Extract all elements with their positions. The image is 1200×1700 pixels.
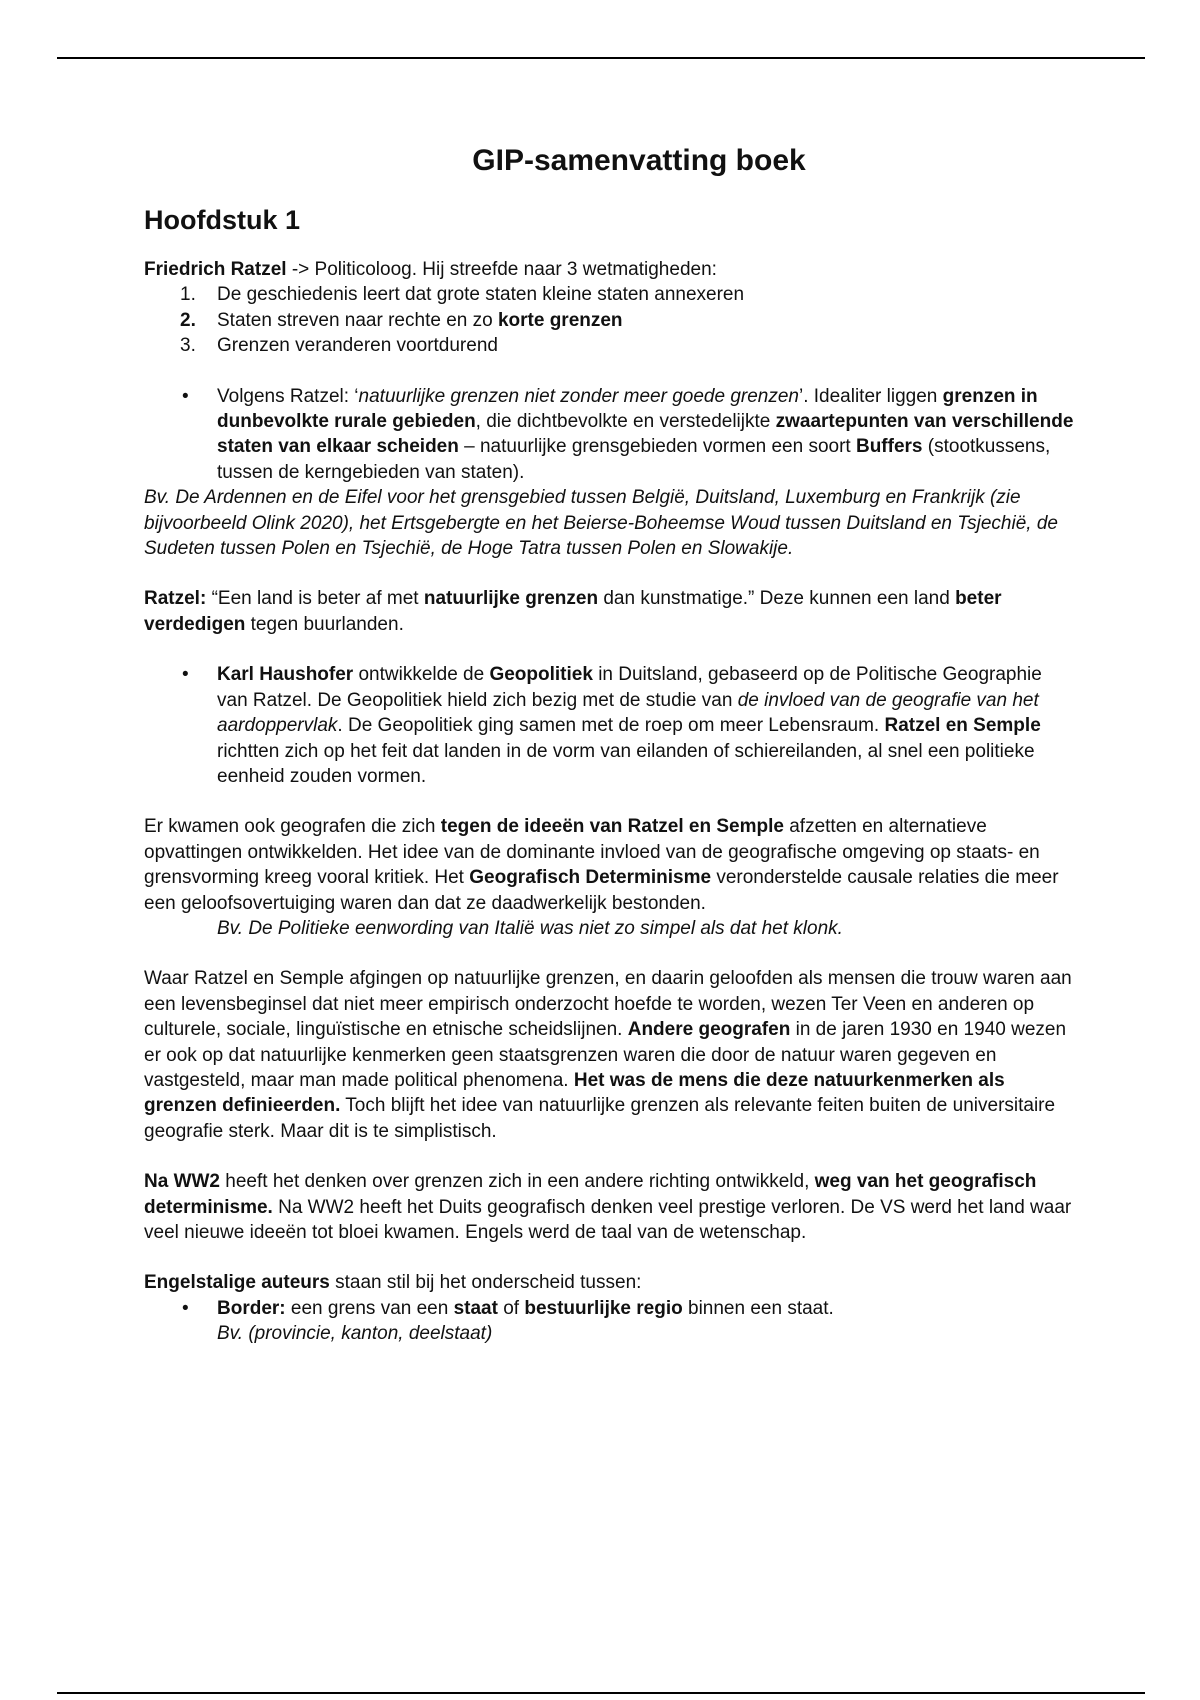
- bullet-icon: •: [182, 385, 189, 407]
- list-item: • Volgens Ratzel: ‘natuurlijke grenzen niet zonder meer goede grenzen’. Idealiter liggen grenzen in dunbevolkte rurale gebieden, die dichtbevolkte en verstedelijkte zwaartepunten van verschillende staten van elkaar scheiden – natuurlijke grensgebieden vormen een soort Buffers (stootkussens, tussen de kerngebieden van staten).: [182, 385, 1074, 483]
- ratzel-laws-list: [144, 282, 1074, 358]
- english-authors-paragraph: Engelstalige auteurs staan stil bij het onderscheid tussen:: [144, 1272, 642, 1294]
- example-text: Bv. (provincie, kanton, deelstaat): [217, 1323, 493, 1345]
- example-text: Bv. De Ardennen en de Eifel voor het grensgebied tussen België, Duitsland, Luxemburg en Frankrijk (zie bijvoorbeeld Olink 2020), het Ertsgebergte en het Beierse-Boheemse Woud tussen Duitsland en Tsjechië, de Sudeten tussen Polen en Tsjechië, de Hoge Tatra tussen Polen en Slowakije.: [144, 487, 1058, 560]
- ratzel-quote: Ratzel: “Een land is beter af met natuurlijke grenzen dan kunstmatige.” Deze kunnen een land beter verdedigen tegen buurlanden.: [144, 588, 1002, 635]
- geopolitics-bullet: [144, 662, 1074, 789]
- header-rule: [57, 57, 1145, 59]
- list-item: • Karl Haushofer ontwikkelde de Geopolitiek in Duitsland, gebaseerd op de Politische Geographie van Ratzel. De Geopolitiek hield zich bezig met de studie van de invloed van de geografie van het aardoppervlak. De Geopolitiek ging samen met de roep om meer Lebensraum. Ratzel en Semple richtten zich op het feit dat landen in de vorm van eilanden of schiereilanden, al snel een politieke eenheid zouden vormen.: [182, 664, 1042, 787]
- list-item: 3. Grenzen veranderen voortdurend: [180, 335, 498, 357]
- natural-borders-paragraph: Waar Ratzel en Semple afgingen op natuurlijke grenzen, en daarin geloofden als mensen die trouw waren aan een levensbeginsel dat niet meer empirisch onderzocht hoefde te worden, wezen Ter Veen en anderen op culturele, sociale, linguïstische en etnische scheidslijnen. Andere geografen in de jaren 1930 en 1940 wezen er ook op dat natuurlijke kenmerken geen staatsgrenzen waren die door de natuur waren gegeven en vastgesteld, maar man made political phenomena. Het was de mens die deze natuurkenmerken als grenzen definieerden. Toch blijft het idee van natuurlijke grenzen als relevante feiten buiten de universitaire geografie sterk. Maar dit is te simplistisch.: [144, 968, 1072, 1142]
- ratzel-intro: Friedrich Ratzel -> Politicoloog. Hij streefde naar 3 wetmatigheden:: [144, 259, 717, 280]
- list-item: 2. Staten streven naar rechte en zo korte grenzen: [180, 309, 623, 331]
- border-definition-bullet: [144, 1296, 1074, 1321]
- list-item: • Border: een grens van een staat of bestuurlijke regio binnen een staat.: [144, 1296, 1074, 1321]
- list-item: 1. De geschiedenis leert dat grote staten kleine staten annexeren: [180, 284, 745, 306]
- document-page: [144, 143, 1074, 1347]
- natural-borders-bullet: [144, 384, 1074, 486]
- chapter-heading: Hoofdstuk 1: [144, 205, 301, 235]
- example-text: Bv. De Politieke eenwording van Italië was niet zo simpel als dat het klonk.: [217, 917, 843, 939]
- critics-paragraph: Er kwamen ook geografen die zich tegen de ideeën van Ratzel en Semple afzetten en alternatieve opvattingen ontwikkelden. Het idee van de dominante invloed van de geografische omgeving op staats- en grensvorming kreeg vooral kritiek. Het Geografisch Determinisme veronderstelde causale relaties die meer een geloofsovertuiging waren dan dat ze daadwerkelijk bestonden.: [144, 816, 1059, 914]
- ww2-paragraph: Na WW2 heeft het denken over grenzen zich in een andere richting ontwikkeld, weg van het geografisch determinisme. Na WW2 heeft het Duits geografisch denken veel prestige verloren. De VS werd het land waar veel nieuwe ideeën tot bloei kwamen. Engels werd de taal van de wetenschap.: [144, 1171, 1072, 1243]
- footer-rule: [57, 1692, 1145, 1694]
- bullet-icon: •: [182, 664, 189, 686]
- bullet-icon: •: [182, 1297, 189, 1319]
- document-title: GIP-samenvatting boek: [472, 144, 806, 177]
